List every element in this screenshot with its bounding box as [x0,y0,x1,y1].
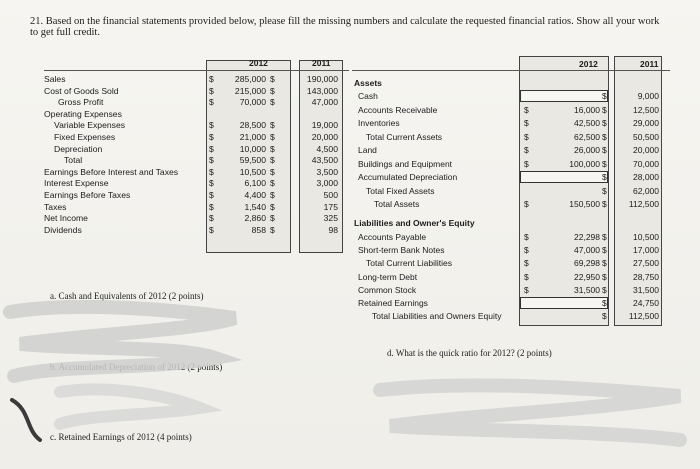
balance-row-label: Land [358,145,377,155]
income-row-label: Interest Expense [44,178,109,189]
balance-row-label: Retained Earnings [358,298,428,308]
balance-value-2011: 9,000 [637,91,659,101]
liabilities-header-row [352,218,670,229]
income-value-2011: 43,500 [311,155,338,166]
balance-row [352,118,670,129]
balance-dollar-2011: $ [602,131,607,142]
balance-header-rule [352,70,670,71]
balance-dollar-2011: $ [602,185,607,196]
income-row [44,167,349,179]
balance-row-label: Long-term Debt [358,271,418,282]
balance-dollar-2012: $ [524,258,529,269]
balance-value-2011: 12,500 [633,104,659,115]
income-dollar-2012: $ [209,97,214,108]
income-dollar-2011: $ [270,143,275,154]
income-dollar-2011: $ [270,201,275,212]
balance-value-2012: 22,298 [574,232,600,242]
income-row-label: Total [64,155,83,166]
income-value-2012: 59,500 [239,155,266,166]
balance-dollar-2011: $ [602,284,607,295]
balance-value-2011: 17,000 [633,245,659,256]
income-statement [44,58,349,235]
balance-row [352,311,670,322]
balance-dollar-2011: $ [602,271,607,282]
balance-value-2012: 47,000 [574,245,600,256]
balance-dollar-2011: $ [602,232,607,242]
balance-value-2011: 31,500 [633,284,659,295]
income-dollar-2012: $ [209,155,214,166]
liabilities-header: Liabilities and Owner's Equity [354,218,475,228]
balance-dollar-2012: $ [524,118,529,128]
income-dollar-2011: $ [270,166,275,177]
balance-dollar-2012: $ [524,284,529,295]
balance-row-label: Cash [358,91,378,101]
balance-value-2011: 24,750 [633,298,659,308]
balance-value-2012: 69,298 [574,258,600,269]
balance-dollar-2011: $ [602,172,607,182]
balance-dollar-2012: $ [524,104,529,115]
balance-value-2012: 100,000 [569,158,600,169]
income-dollar-2011: $ [270,213,275,224]
balance-value-2011: 50,500 [633,131,659,142]
income-value-2012: 10,000 [239,143,266,154]
balance-row [352,159,670,170]
balance-dollar-2012: $ [524,232,529,242]
balance-row [352,298,670,309]
income-dollar-2012: $ [209,85,214,96]
income-row [44,97,349,109]
balance-value-2011: 112,500 [628,199,659,209]
income-row [44,120,349,132]
income-dollar-2011: $ [270,178,275,189]
balance-year-2012: 2012 [579,59,598,69]
balance-row-label: Accounts Payable [358,232,427,242]
balance-row [352,285,670,296]
income-row [44,74,349,86]
income-value-2012: 6,100 [244,178,266,189]
income-row-label: Sales [44,74,66,84]
income-dollar-2012: $ [209,224,214,235]
subquestion-b: b. Accumulated Depreciation of 2012 (2 points) [50,362,223,372]
income-row-label: Dividends [44,224,82,235]
balance-value-2012: 150,500 [569,199,600,209]
balance-dollar-2012: $ [524,199,529,209]
income-dollar-2012: $ [209,178,214,189]
income-dollar-2011: $ [270,85,275,96]
income-row-label: Earnings Before Taxes [44,189,131,200]
balance-value-2012: 22,950 [574,271,600,282]
question-text: Based on the financial statements provided below, please fill the missing numbers and calculate the requested financial ratios. Show all your work to get full credit. [30,16,660,38]
income-row [44,190,349,202]
income-value-2011: 3,500 [316,166,338,177]
balance-dollar-2011: $ [602,199,607,209]
balance-dollar-2012: $ [524,131,529,142]
income-dollar-2011: $ [270,120,275,131]
balance-value-2011: 27,500 [633,258,659,269]
income-dollar-2011: $ [270,155,275,166]
income-value-2011: 3,000 [316,178,338,189]
income-value-2012: 4,400 [244,189,266,200]
income-value-2011: 190,000 [306,74,338,84]
balance-dollar-2012: $ [524,271,529,282]
balance-row-label: Common Stock [358,284,417,295]
income-dollar-2011: $ [270,224,275,235]
income-row [44,109,349,121]
balance-value-2011: 10,500 [633,232,659,242]
subquestion-d: d. What is the quick ratio for 2012? (2 points) [387,348,552,358]
balance-dollar-2011: $ [602,145,607,155]
balance-row-label: Buildings and Equipment [358,158,453,169]
income-value-2011: 19,000 [311,120,338,131]
income-row-label: Fixed Expenses [54,131,116,142]
income-row [44,225,349,237]
income-row [44,86,349,98]
income-value-2011: 98 [328,224,338,235]
income-year-2012: 2012 [249,58,268,68]
income-dollar-2012: $ [209,166,214,177]
income-value-2012: 10,500 [239,166,266,177]
balance-row-label: Short-term Bank Notes [358,245,445,256]
income-row-label: Depreciation [54,143,103,154]
income-row [44,202,349,214]
balance-dollar-2012: $ [524,245,529,256]
balance-row [352,245,670,256]
balance-dollar-2011: $ [602,104,607,115]
income-dollar-2011: $ [270,131,275,142]
balance-row [352,105,670,116]
income-value-2012: 285,000 [234,74,266,84]
balance-dollar-2011: $ [602,118,607,128]
balance-year-2011: 2011 [640,59,659,69]
balance-value-2011: 70,000 [633,158,659,169]
balance-value-2012: 42,500 [574,118,600,128]
balance-dollar-2012: $ [524,158,529,169]
income-value-2011: 175 [323,201,338,212]
balance-row [352,91,670,102]
balance-row-label: Total Liabilities and Owners Equity [372,311,502,322]
balance-row [352,172,670,183]
balance-value-2011: 29,000 [633,118,659,128]
balance-row [352,272,670,283]
subquestion-c: c. Retained Earnings of 2012 (4 points) [50,432,192,442]
balance-dollar-2011: $ [602,258,607,269]
balance-value-2011: 20,000 [633,145,659,155]
income-row-label: Earnings Before Interest and Taxes [44,166,179,177]
balance-row [352,199,670,210]
income-dollar-2012: $ [209,131,214,142]
income-dollar-2012: $ [209,213,214,224]
income-dollar-2012: $ [209,74,214,84]
income-value-2011: 47,000 [311,97,338,108]
income-value-2011: 4,500 [316,143,338,154]
redaction-scribble-icon [360,370,700,469]
balance-value-2011: 28,000 [633,172,659,182]
balance-row-label: Total Current Assets [366,131,443,142]
balance-dollar-2012: $ [524,145,529,155]
income-dollar-2012: $ [209,120,214,131]
balance-dollar-2011: $ [602,91,607,101]
income-value-2012: 858 [251,224,266,235]
income-row [44,155,349,167]
income-value-2012: 2,860 [244,213,266,224]
question-21 [30,16,670,38]
income-value-2011: 500 [323,189,338,200]
income-value-2012: 21,000 [239,131,266,142]
income-value-2012: 28,500 [239,120,266,131]
income-dollar-2011: $ [270,189,275,200]
balance-row [352,145,670,156]
income-row [44,132,349,144]
income-row [44,213,349,225]
income-value-2012: 215,000 [234,85,266,96]
balance-row [352,232,670,243]
income-year-2011: 2011 [312,58,331,68]
redaction-scribble-icon [0,300,260,469]
subquestion-a: a. Cash and Equivalents of 2012 (2 points) [50,291,204,301]
income-value-2011: 143,000 [306,85,338,96]
balance-row-label: Inventories [358,118,400,128]
balance-value-2011: 62,000 [633,185,659,196]
assets-header-row [352,78,670,89]
income-row-label: Taxes [44,201,67,212]
income-header-rule [44,70,349,71]
income-row [44,144,349,156]
income-row [44,178,349,190]
balance-dollar-2011: $ [602,158,607,169]
income-dollar-2012: $ [209,143,214,154]
balance-row [352,258,670,269]
income-row-label: Operating Expenses [44,108,122,119]
question-number: 21. [30,16,44,27]
balance-row [352,186,670,197]
balance-value-2011: 112,500 [628,311,659,322]
income-dollar-2011: $ [270,97,275,108]
income-dollar-2012: $ [209,201,214,212]
balance-value-2012: 62,500 [574,131,600,142]
assets-header: Assets [354,78,382,88]
income-value-2011: 20,000 [311,131,338,142]
income-value-2012: 70,000 [239,97,266,108]
balance-row-label: Accumulated Depreciation [358,172,458,182]
balance-dollar-2011: $ [602,298,607,308]
income-value-2011: 325 [323,213,338,224]
balance-value-2011: 28,750 [633,271,659,282]
income-row-label: Variable Expenses [54,120,126,131]
balance-value-2012: 16,000 [574,104,600,115]
income-row-label: Gross Profit [58,97,104,108]
income-value-2012: 1,540 [244,201,266,212]
balance-row-label: Total Current Liabilities [366,258,452,269]
balance-value-2012: 26,000 [574,145,600,155]
income-dollar-2011: $ [270,74,275,84]
balance-value-2012: 31,500 [574,284,600,295]
balance-dollar-2011: $ [602,245,607,256]
balance-row-label: Total Fixed Assets [366,185,435,196]
balance-row-label: Total Assets [374,199,420,209]
balance-dollar-2011: $ [602,311,607,322]
income-dollar-2012: $ [209,189,214,200]
balance-row [352,132,670,143]
income-row-label: Cost of Goods Sold [44,85,119,96]
balance-row-label: Accounts Receivable [358,104,438,115]
income-row-label: Net Income [44,213,88,224]
